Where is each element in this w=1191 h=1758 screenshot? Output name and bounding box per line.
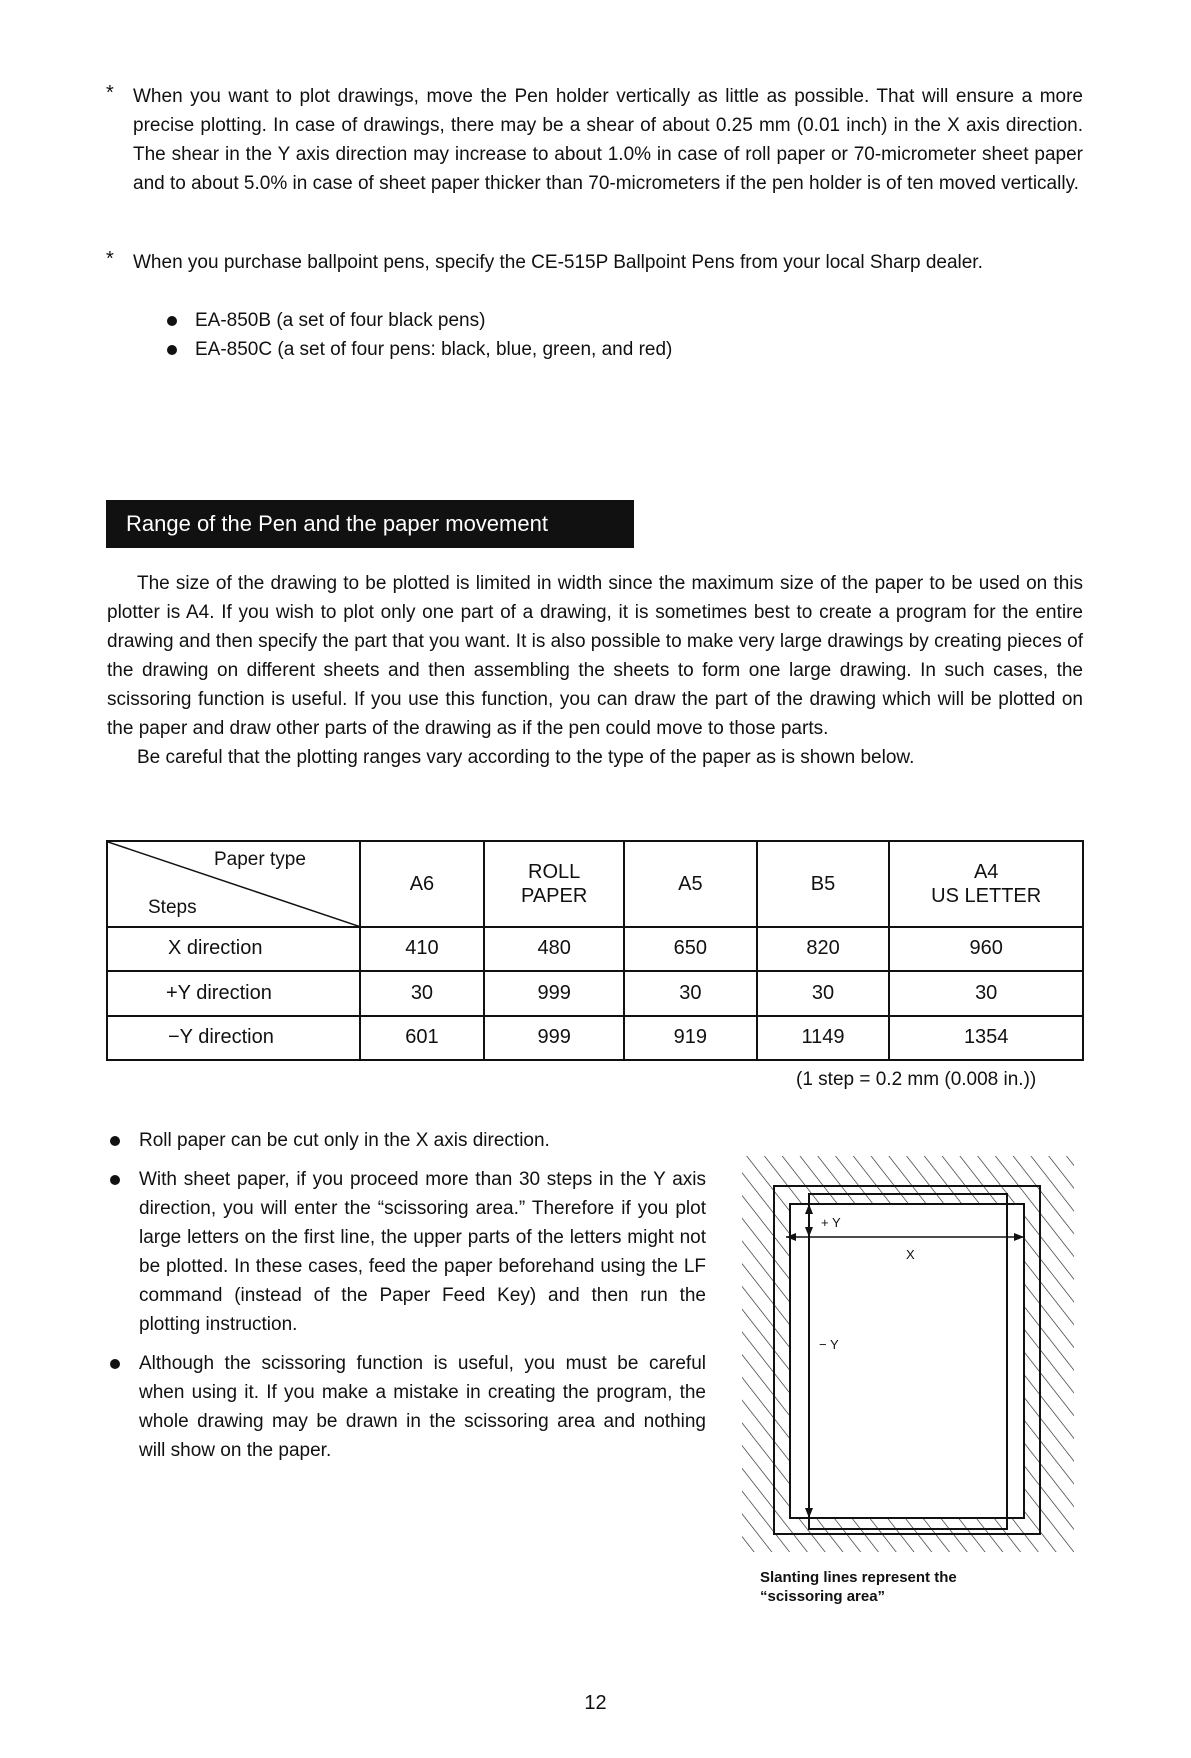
table-row bbox=[107, 1016, 1083, 1060]
list-item-text: Although the scissoring function is useful, you must be careful when using it. If you make a mistake in creating the program, the whole drawing may be drawn in the scissoring area and nothing will show on the paper. bbox=[139, 1353, 706, 1461]
page-number: 12 bbox=[584, 1692, 607, 1714]
table-corner-cell bbox=[107, 841, 360, 927]
list-item-text: Roll paper can be cut only in the X axis direction. bbox=[139, 1130, 550, 1151]
list-item-text: EA-850B (a set of four black pens) bbox=[195, 310, 486, 331]
list-item bbox=[163, 335, 672, 364]
list-item bbox=[106, 1126, 706, 1155]
intro-paragraph: The size of the drawing to be plotted is limited in width since the maximum size of the paper to be used on this plotter is A4. If you wish to plot only one part of a drawing, it is sometimes best to create a program for the entire drawing and then specify the part that you want. It is also possible to make very large drawings by creating pieces of the drawing on different sheets and then assembling the sheets to form one large drawing. In such cases, the scissoring function is useful. If you use this function, you can draw the part of the drawing which will be plotted on the paper and draw other parts of the drawing as if the pen could move to those parts. bbox=[107, 573, 1083, 739]
table-cell: 30 bbox=[889, 971, 1083, 1015]
bullet-icon bbox=[167, 316, 177, 326]
table-cell: 919 bbox=[624, 1016, 757, 1060]
intro-paragraph: Be careful that the plotting ranges vary according to the type of the paper as is shown below. bbox=[137, 747, 915, 768]
section-title: Range of the Pen and the paper movement bbox=[106, 500, 634, 548]
table-row bbox=[107, 971, 1083, 1015]
table-cell: 650 bbox=[624, 927, 757, 971]
plus-y-label: + Y bbox=[821, 1215, 841, 1230]
note-marker: * bbox=[106, 248, 114, 270]
table-cell: 1354 bbox=[889, 1016, 1083, 1060]
list-item-text: EA-850C (a set of four pens: black, blue, green, and red) bbox=[195, 339, 673, 360]
table-header-row bbox=[107, 841, 1083, 927]
note-ballpoint-pens: When you purchase ballpoint pens, specify the CE-515P Ballpoint Pens from your local Sharp dealer. bbox=[133, 252, 983, 273]
intro-text bbox=[107, 569, 1083, 772]
row-label: +Y direction bbox=[107, 971, 360, 1015]
scissoring-area-diagram bbox=[740, 1148, 1080, 1558]
list-item bbox=[163, 306, 672, 335]
caption-line: Slanting lines represent the bbox=[760, 1569, 957, 1586]
table-cell: 960 bbox=[889, 927, 1083, 971]
column-header: A4 US LETTER bbox=[889, 841, 1083, 927]
note-pen-holder: When you want to plot drawings, move the Pen holder vertically as little as possible. That will ensure a more precise plotting. In case of drawings, there may be a shear of about 0.25 mm (0.01 inch) in the X axis direction. The shear in the Y axis direction may increase to about 1.0% in case of roll paper or 70-micrometer sheet paper and to about 5.0% in case of sheet paper thicker than 70-micrometers if the pen holder is of ten moved vertically. bbox=[133, 86, 1083, 194]
pen-set-list bbox=[163, 306, 672, 364]
table-cell: 820 bbox=[757, 927, 890, 971]
diagram-caption bbox=[760, 1568, 957, 1606]
step-footnote: (1 step = 0.2 mm (0.008 in.)) bbox=[796, 1069, 1037, 1090]
column-header: ROLL PAPER bbox=[484, 841, 624, 927]
table-cell: 1149 bbox=[757, 1016, 890, 1060]
list-item bbox=[106, 1349, 706, 1465]
list-item-text: With sheet paper, if you proceed more than 30 steps in the Y axis direction, you will enter the “scissoring area.” Therefore if you plot large letters on the first line, the upper parts of the letters might not be plotted. In these cases, feed the paper beforehand using the LF command (instead of the Paper Feed Key) and then run the plotting instruction. bbox=[139, 1169, 706, 1335]
plotting-range-table bbox=[106, 840, 1084, 1061]
corner-paper-type: Paper type bbox=[214, 849, 306, 870]
bullet-icon bbox=[167, 345, 177, 355]
table-row bbox=[107, 927, 1083, 971]
minus-y-label: − Y bbox=[819, 1337, 839, 1352]
column-header: A6 bbox=[360, 841, 485, 927]
list-item bbox=[106, 1165, 706, 1339]
column-header: B5 bbox=[757, 841, 890, 927]
table-cell: 480 bbox=[484, 927, 624, 971]
bullet-icon bbox=[110, 1175, 120, 1185]
table-cell: 601 bbox=[360, 1016, 485, 1060]
column-header: A5 bbox=[624, 841, 757, 927]
table-cell: 30 bbox=[757, 971, 890, 1015]
bullet-icon bbox=[110, 1136, 120, 1146]
table-cell: 999 bbox=[484, 971, 624, 1015]
row-label: −Y direction bbox=[107, 1016, 360, 1060]
caption-line: “scissoring area” bbox=[760, 1588, 886, 1605]
row-label: X direction bbox=[107, 927, 360, 971]
corner-steps: Steps bbox=[148, 897, 197, 918]
table-cell: 410 bbox=[360, 927, 485, 971]
notes-list bbox=[106, 1126, 706, 1475]
bullet-icon bbox=[110, 1359, 120, 1369]
x-label: X bbox=[906, 1247, 915, 1262]
table-cell: 999 bbox=[484, 1016, 624, 1060]
table-cell: 30 bbox=[624, 971, 757, 1015]
note-marker: * bbox=[106, 82, 114, 104]
table-cell: 30 bbox=[360, 971, 485, 1015]
